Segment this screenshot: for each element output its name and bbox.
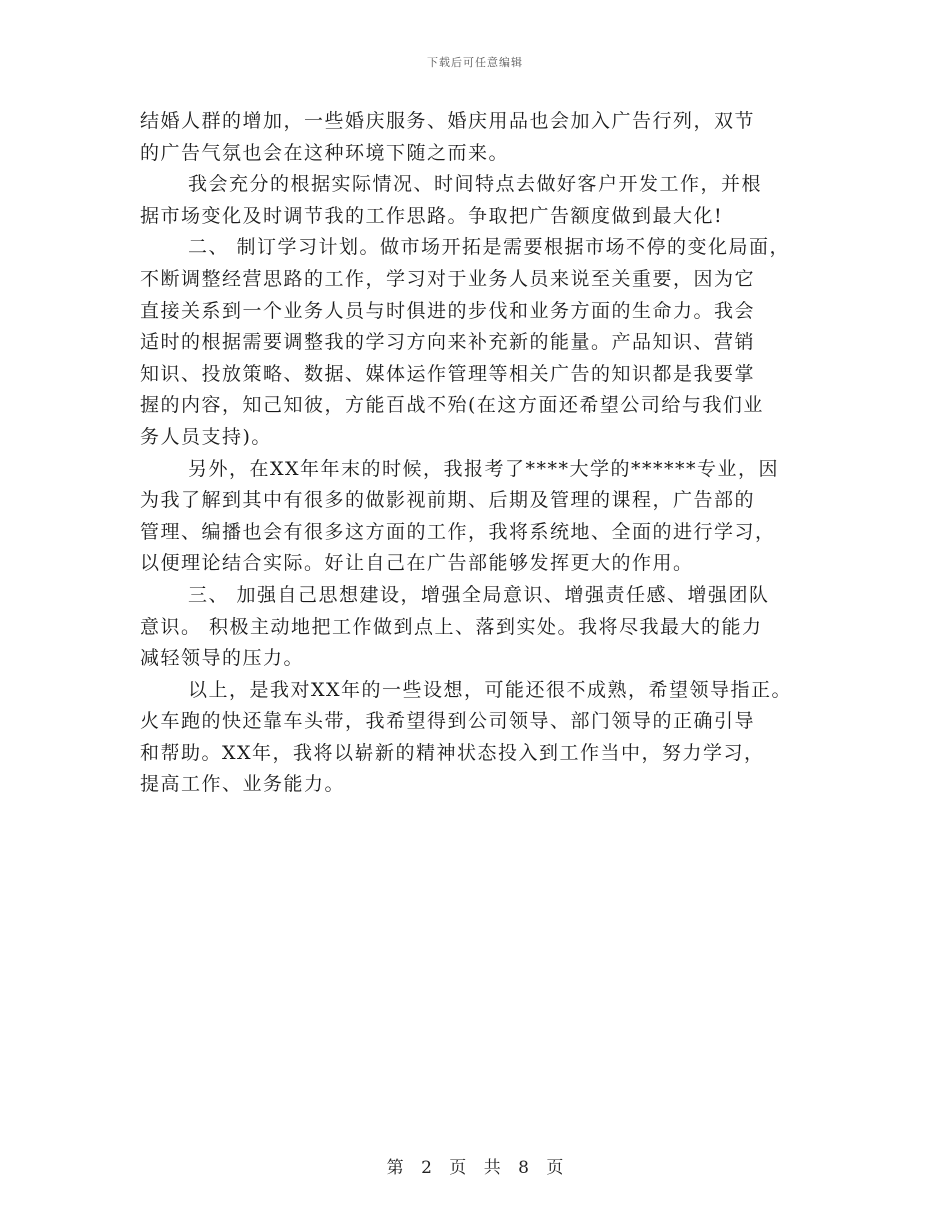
text-line: 知识、投放策略、数据、媒体运作管理等相关广告的知识都是我要掌 bbox=[140, 362, 756, 385]
text-line: 以上，是我对XX年的一些设想，可能还很不成熟，希望领导指正。 bbox=[188, 678, 793, 701]
text-line: 意识。 积极主动地把工作做到点上、落到实处。我将尽我最大的能力 bbox=[140, 615, 763, 638]
footer-page-number: 2 bbox=[421, 1158, 432, 1178]
text-line: 减轻领导的压力。 bbox=[140, 647, 305, 670]
text-line: 的广告气氛也会在这种环境下随之而来。 bbox=[140, 141, 510, 164]
text-line: 另外，在XX年年末的时候，我报考了****大学的******专业，因 bbox=[188, 457, 780, 480]
text-line: 管理、编播也会有很多这方面的工作，我将系统地、全面的进行学习， bbox=[140, 520, 776, 543]
text-line: 不断调整经营思路的工作，学习对于业务人员来说至关重要，因为它 bbox=[140, 267, 756, 290]
text-line: 据市场变化及时调节我的工作思路。争取把广告额度做到最大化! bbox=[140, 204, 724, 227]
text-line: 提高工作、业务能力。 bbox=[140, 773, 346, 796]
footer-total-pages: 8 bbox=[518, 1158, 529, 1178]
text-line: 为我了解到其中有很多的做影视前期、后期及管理的课程，广告部的 bbox=[140, 489, 756, 512]
text-line: 我会充分的根据实际情况、时间特点去做好客户开发工作，并根 bbox=[188, 173, 763, 196]
text-line: 火车跑的快还靠车头带，我希望得到公司领导、部门领导的正确引导 bbox=[140, 710, 756, 733]
text-line: 和帮助。XX年，我将以崭新的精神状态投入到工作当中，努力学习， bbox=[140, 741, 765, 764]
footer-page-label: 页 bbox=[449, 1158, 467, 1178]
text-line: 以便理论结合实际。好让自己在广告部能够发挥更大的作用。 bbox=[140, 552, 694, 575]
text-line: 握的内容，知己知彼，方能百战不殆(在这方面还希望公司给与我们业 bbox=[140, 394, 764, 417]
footer-total-label: 共 bbox=[483, 1158, 501, 1178]
text-line: 三、 加强自己思想建设，增强全局意识、增强责任感、增强团队 bbox=[188, 583, 770, 606]
footer-suffix: 页 bbox=[546, 1158, 564, 1178]
document-body bbox=[140, 106, 830, 801]
text-line: 直接关系到一个业务人员与时俱进的步伐和业务方面的生命力。我会 bbox=[140, 299, 756, 322]
text-line: 二、 制订学习计划。做市场开拓是需要根据市场不停的变化局面， bbox=[188, 236, 791, 259]
text-line: 适时的根据需要调整我的学习方向来补充新的能量。产品知识、营销 bbox=[140, 331, 756, 354]
page-header-note: 下载后可任意编辑 bbox=[427, 56, 523, 69]
text-line: 务人员支持)。 bbox=[140, 425, 272, 448]
page-footer bbox=[0, 1153, 950, 1178]
footer-prefix: 第 bbox=[386, 1158, 404, 1178]
text-line: 结婚人群的增加，一些婚庆服务、婚庆用品也会加入广告行列，双节 bbox=[140, 110, 756, 132]
